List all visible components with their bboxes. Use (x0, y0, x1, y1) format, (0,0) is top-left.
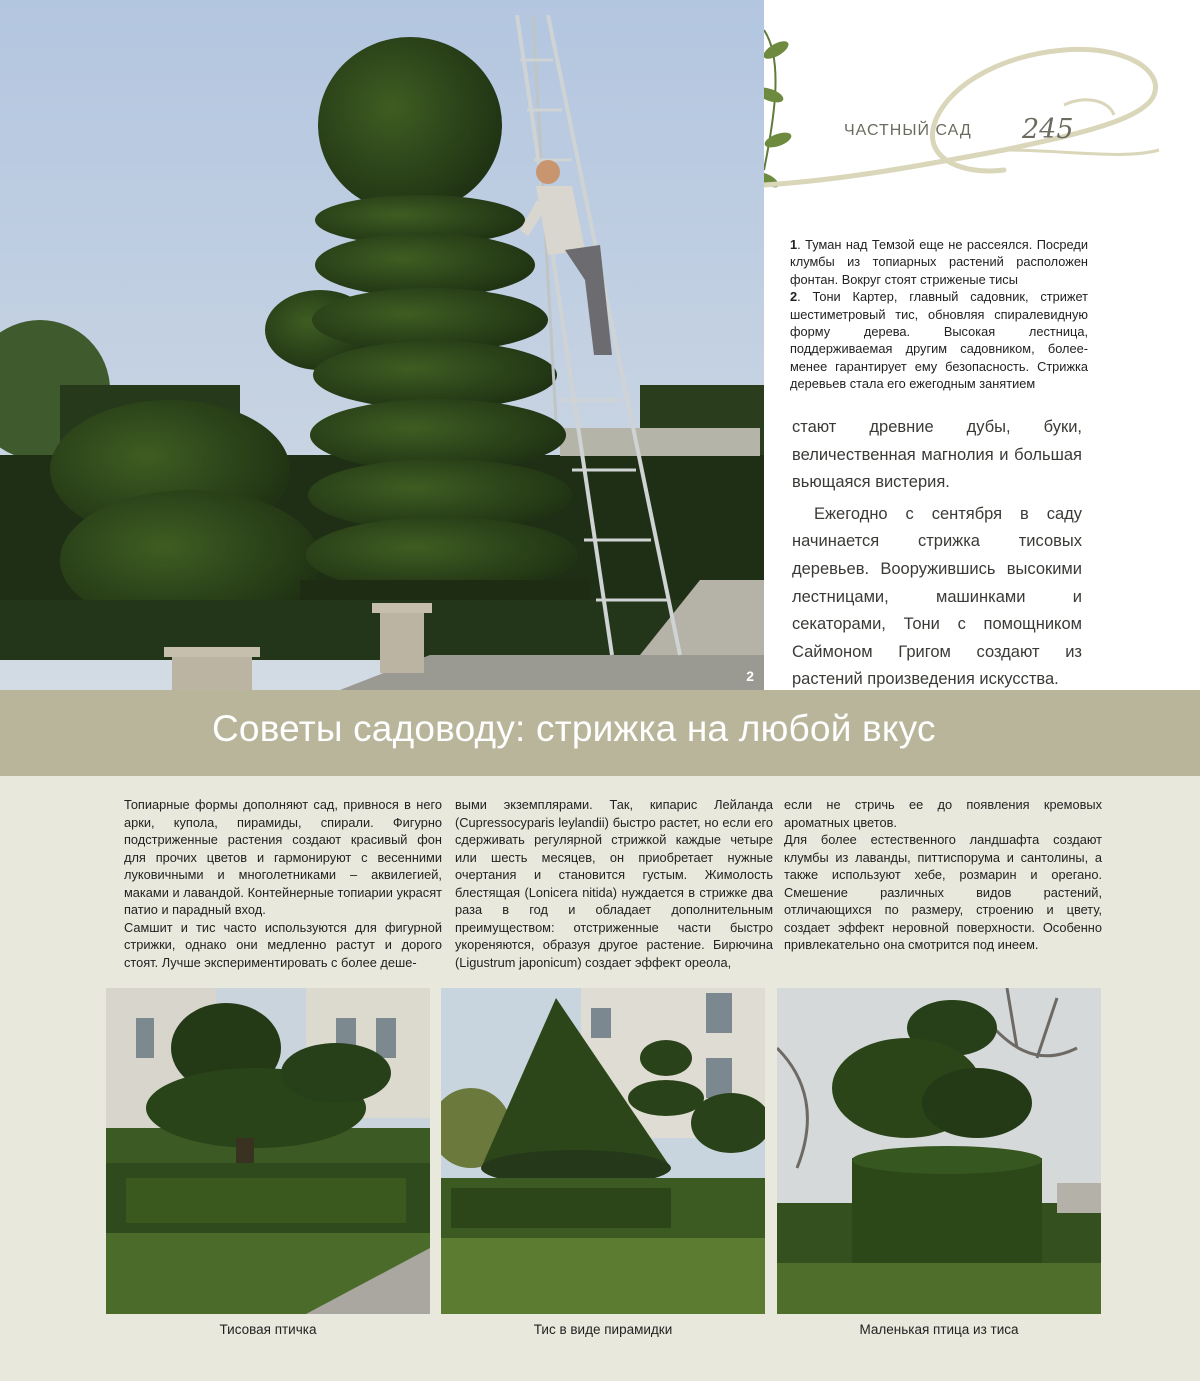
photo-captions (790, 236, 1088, 393)
running-head: ЧАСТНЫЙ САД (844, 122, 972, 139)
tips-paragraph: Для более естественного ландшафта создают клумбы из лаванды, питтиспорума и сантолины, а также используют хебе, розмарин и орегано. Смешение различных видов растений, отличающихся по размеру, строению и цвету, создает эффект неровной поверхности. Особенно привлекательно она смотрится под инеем. (784, 832, 1102, 952)
caption-item-2 (790, 288, 1088, 392)
tips-paragraph: Топиарные формы дополняют сад, привнося в него арки, купола, пирамиды, спирали. Фигурно подстриженные растения создают красивый фон для прочих цветов и гармонируют с весенними луковичными и многолетниками – аквилегией, маками и лавандой. Контейнерные топиарии украсят патио и парадный вход. (124, 797, 442, 917)
photo-number: 2 (746, 668, 754, 684)
tips-title: Советы садоводу: стрижка на любой вкус (212, 708, 936, 749)
photo-yew-pyramid (441, 988, 765, 1314)
photo-caption: Тисовая птичка (219, 1322, 317, 1337)
photo-small-yew-bird (777, 988, 1101, 1314)
caption-number: 1 (790, 237, 798, 252)
caption-item-1 (790, 236, 1088, 288)
tips-paragraph: выми экземплярами. Так, кипарис Лейланда (Cupressocyparis leylandii) быстро растет, но если его сдерживать регулярной стрижкой каждые четыре или шесть месяцев, он приобретает нужные очертания и становится густым. Жимолость блестящая (Lonicera nitida) нуждается в стрижке два раза в год и обладает дополнительным преимуществом: отстриженные части быстро укореняются, образуя другое растение. Бирючина (Ligustrum japonicum) создает эффект ореола, (455, 797, 773, 970)
photo-caption: Тис в виде пирамидки (533, 1322, 673, 1337)
hero-photo-illustration (0, 0, 764, 690)
tips-column-2 (455, 796, 773, 971)
photo-caption: Маленькая птица из тиса (859, 1322, 1019, 1337)
tips-column-3 (784, 796, 1102, 954)
body-text (792, 414, 1082, 694)
ornament-swirl-icon (764, 0, 1200, 230)
tips-banner (0, 690, 1200, 776)
header-decoration (764, 0, 1200, 230)
hero-photo (0, 0, 764, 690)
body-paragraph: стают древние дубы, буки, величественная магнолия и большая вьющаяся вистерия. (792, 418, 1082, 492)
caption-text: . Туман над Темзой еще не рассеялся. Посреди клумбы из топиарных растений расположен фонтан. Вокруг стоят стриженые тисы (790, 237, 1088, 287)
photo-yew-bird (106, 988, 430, 1314)
caption-text: . Тони Картер, главный садовник, стрижет шестиметровый тис, обновляя спиралевидную форму дерева. Высокая лестница, поддерживаемая другим садовником, более-менее гарантирует ему безопасность. Стрижка деревьев стала его ежегодным занятием (790, 289, 1088, 392)
tips-paragraph: Самшит и тис часто используются для фигурной стрижки, однако они медленно растут и дорого стоят. Лучше экспериментировать с более деше- (124, 919, 442, 970)
tips-column-1 (124, 796, 442, 971)
tips-paragraph: если не стричь ее до появления кремовых ароматных цветов. (784, 797, 1102, 830)
page-number: 245 (1022, 114, 1074, 145)
body-paragraph: Ежегодно с сентября в саду начинается стрижка тисовых деревьев. Вооружившись высокими лестницами, машинками и секаторами, Тони с помощником Саймоном Григом создают из растений произведения искусства. (792, 504, 1082, 689)
yew-bird-illustration (106, 988, 430, 1314)
caption-number: 2 (790, 289, 798, 305)
yew-pyramid-illustration (441, 988, 765, 1314)
small-yew-bird-illustration (777, 988, 1101, 1314)
